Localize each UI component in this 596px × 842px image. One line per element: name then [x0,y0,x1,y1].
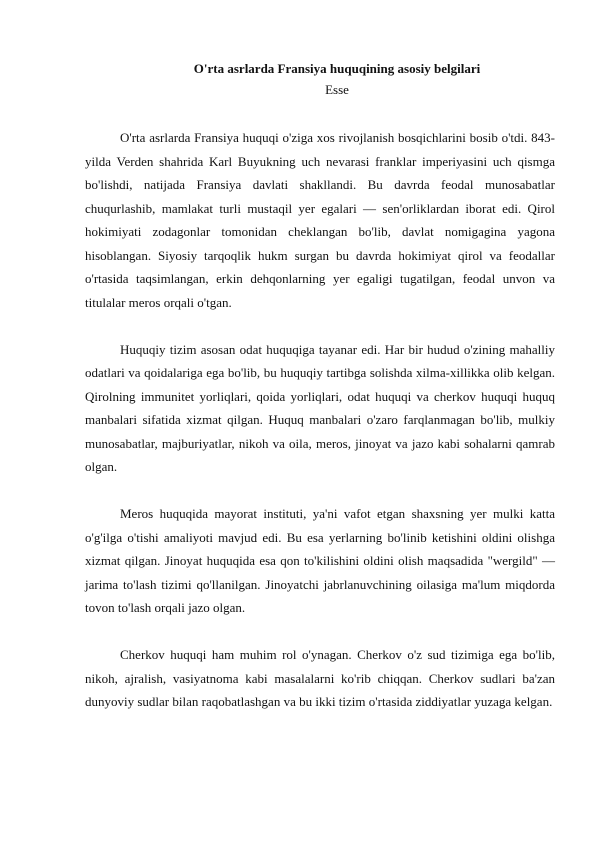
document-title: O'rta asrlarda Fransiya huquqining asosiy belgilari [193,61,481,76]
document-body [85,126,555,737]
paragraph-1: O'rta asrlarda Fransiya huquqi o'ziga xos rivojlanish bosqichlarini bosib o'tdi. 843-yilda Verden shahrida Karl Buyukning uch nevarasi franklar imperiyasini uch qismga bo'lishdi, natijada Fransiya davlati shakllandi. Bu davrda feodal munosabatlar chuqurlashib, mamlakat turli mustaqil yer egalari — sen'orliklardan iborat edi. Qirol hokimiyati zodagonlar tomonidan cheklangan bo'lib, davlat nomigagina yagona hisoblangan. Siyosiy tarqoqlik hukm surgan bu davrda hokimiyat qirol va feodallar o'rtasida taqsimlangan, erkin dehqonlarning yer egaligi tugatilgan, feodal unvon va titulalar meros orqali o'tgan. [85,130,555,310]
paragraph-4: Cherkov huquqi ham muhim rol o'ynagan. Cherkov o'z sud tizimiga ega bo'lib, nikoh, ajralish, vasiyatnoma kabi masalalarni ko'rib chiqqan. Cherkov sudlari ba'zan dunyoviy sudlar bilan raqobatlashgan va bu ikki tizim o'rtasida ziddiyatlar yuzaga kelgan. [85,647,555,709]
document-subtitle: Esse [325,82,349,97]
paragraph-3: Meros huquqida mayorat instituti, ya'ni vafot etgan shaxsning yer mulki katta o'g'ilga o'tishi amaliyoti mavjud edi. Bu esa yerlarning bo'linib ketishini oldini olishga xizmat qilgan. Jinoyat huquqida esa qon to'kilishini oldini olish maqsadida "wergild" — jarima to'lash tizimi qo'llanilgan. Jinoyatchi jabrlanuvchining oilasiga ma'lum miqdorda tovon to'lash orqali jazo olgan. [85,506,555,615]
paragraph-2: Huquqiy tizim asosan odat huquqiga tayanar edi. Har bir hudud o'zining mahalliy odatlari va qoidalariga ega bo'lib, bu huquqiy tartibga solishda xilma-xillikka olib kelgan. Qirolning immunitet yorliqlari, qoida yorliqlari, odat huquqi va cherkov huquqi huquq manbalari sifatida xizmat qilgan. Huquq manbalari o'zaro farqlanmagan bo'lib, mulkiy munosabatlar, majburiyatlar, nikoh va oila, meros, jinoyat va jazo kabi sohalarni qamrab olgan. [85,341,555,474]
